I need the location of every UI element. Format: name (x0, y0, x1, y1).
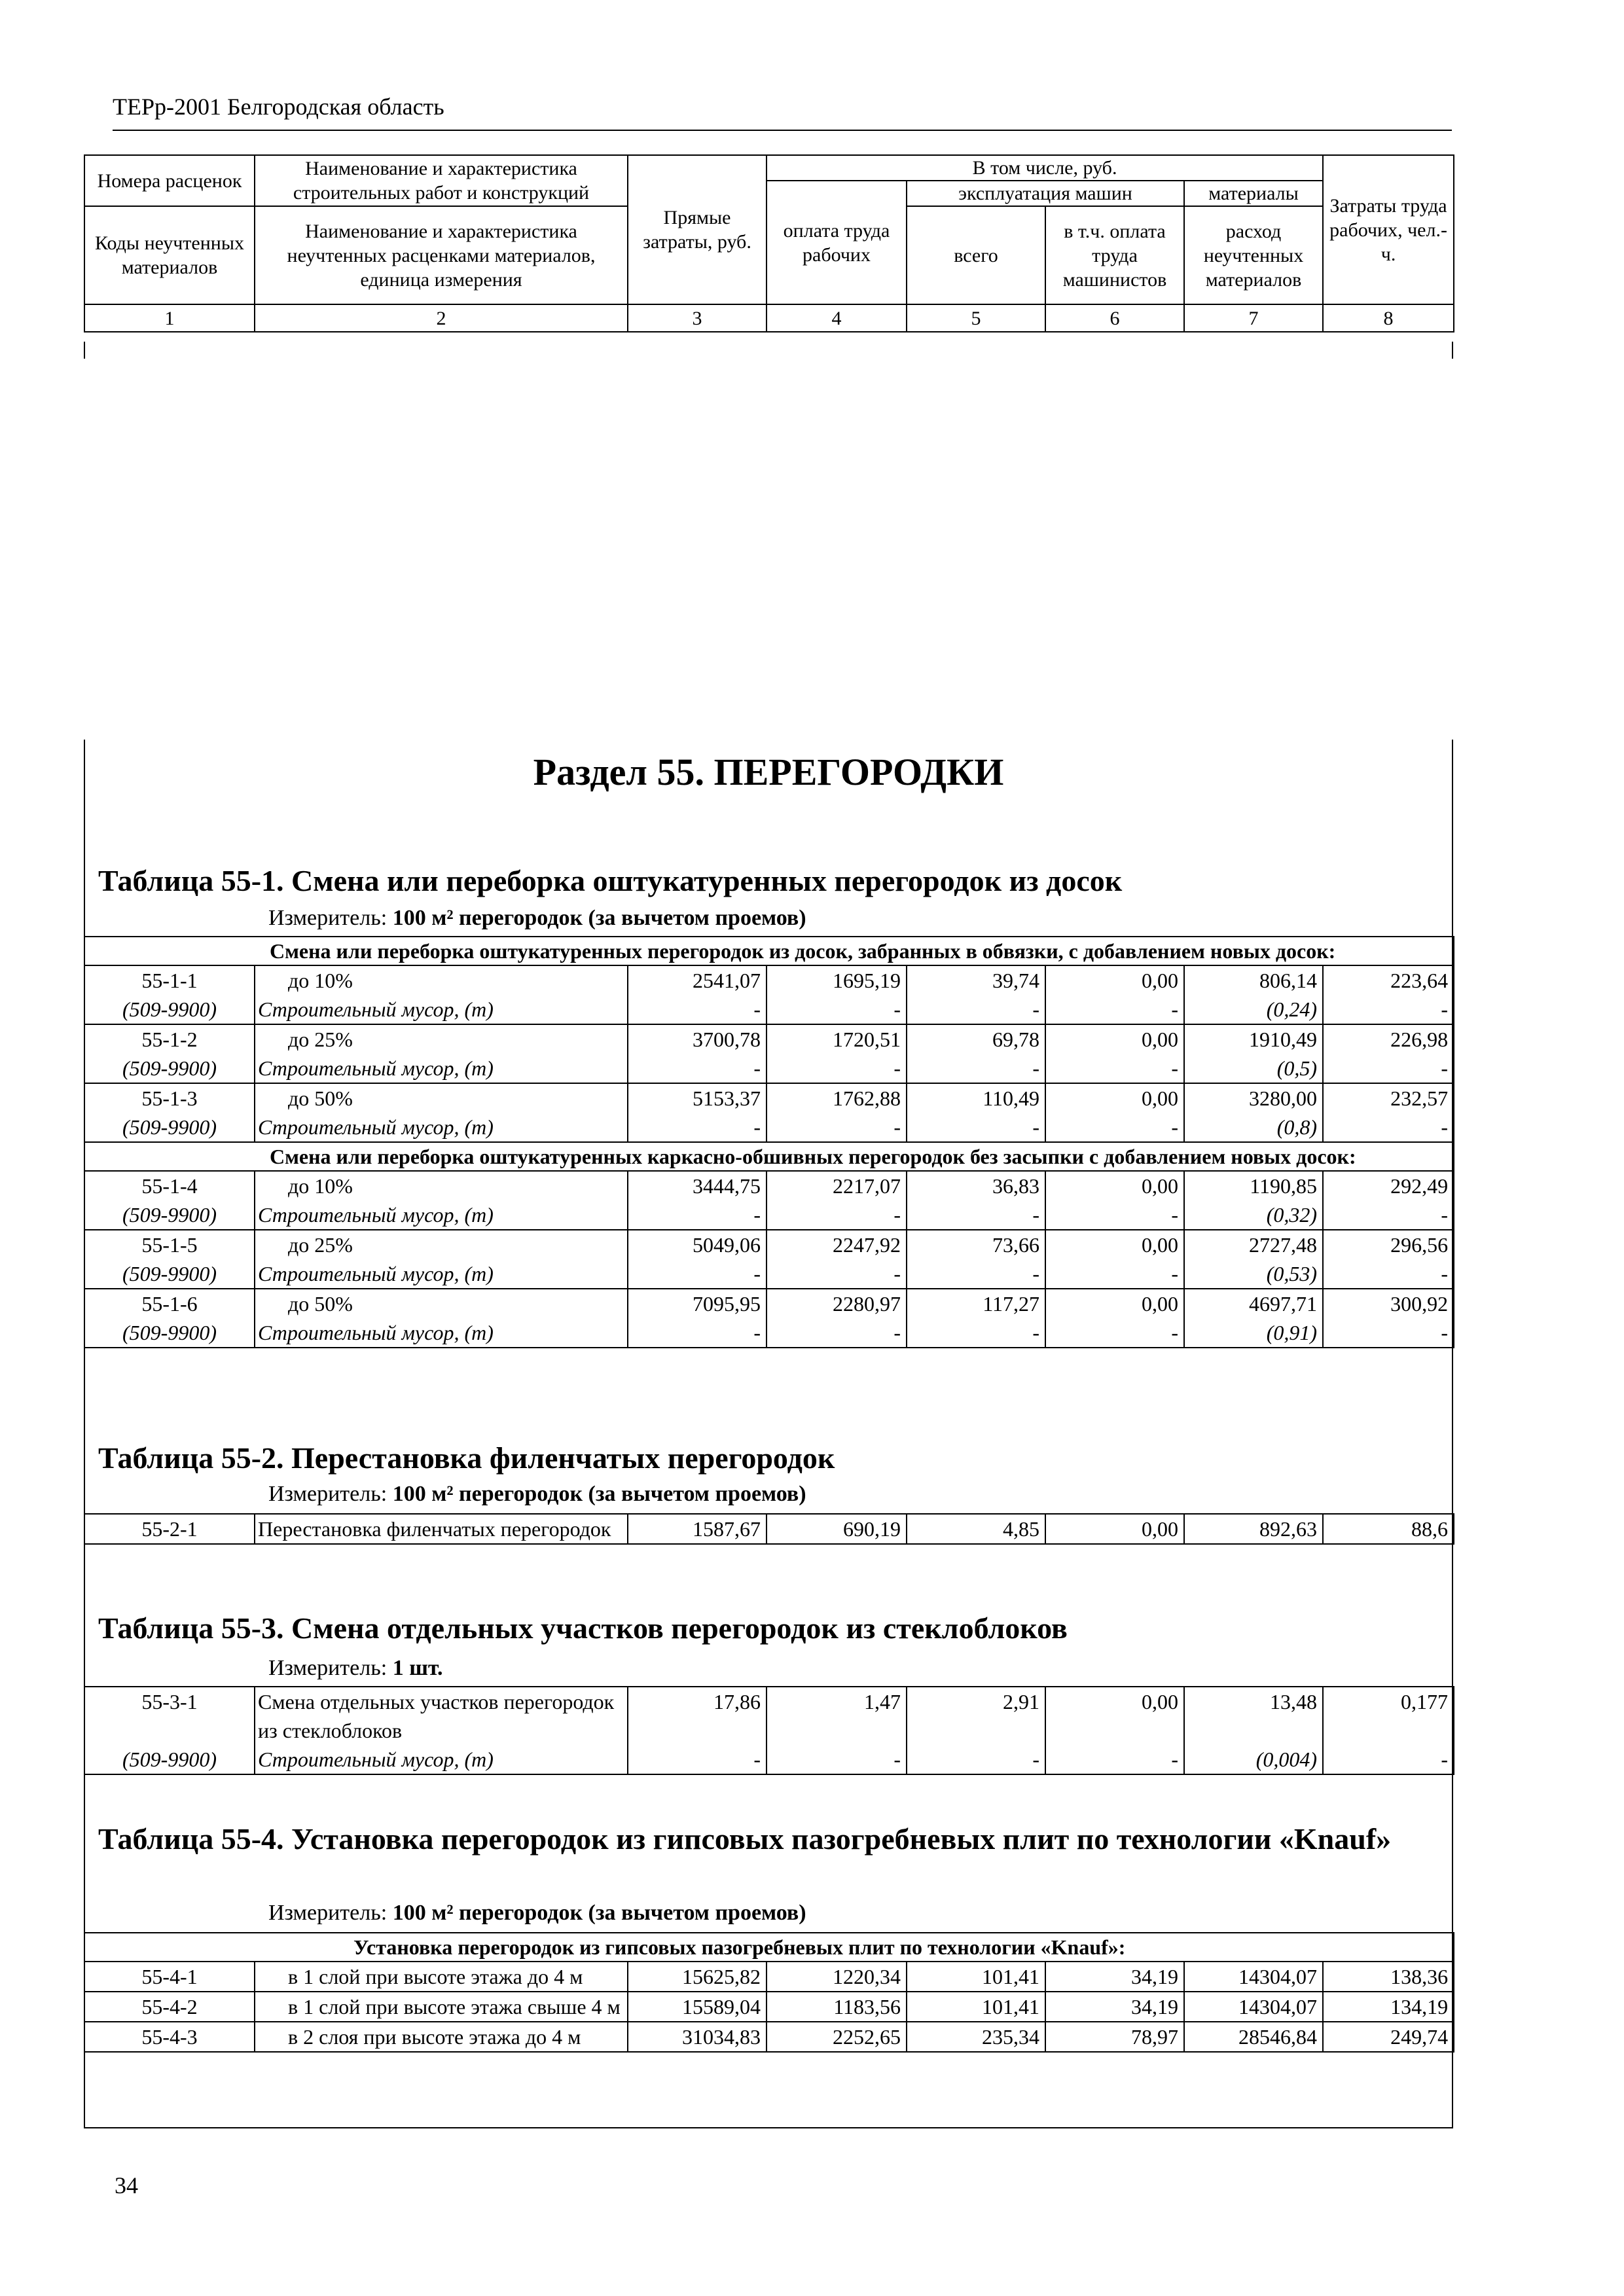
col-materials: материалы (1184, 181, 1323, 206)
table-row (84, 1687, 1454, 1745)
direct-costs: 15589,04 (628, 1992, 767, 2022)
material-name: Строительный мусор, (т) (255, 1318, 628, 1348)
material-value: - (907, 1113, 1045, 1142)
measure-line (268, 1901, 806, 1926)
material-value: - (767, 1200, 907, 1230)
rate-name: до 25% (255, 1024, 628, 1054)
col-number: 6 (1045, 304, 1184, 332)
rate-code: 55-1-1 (84, 965, 255, 995)
col-labor-costs: Затраты труда рабочих, чел.-ч. (1323, 155, 1454, 304)
col-material-names: Наименование и характеристика неучтенных расценками материалов, единица измерения (255, 206, 628, 304)
worker-pay: 1695,19 (767, 965, 907, 995)
materials: 2727,48 (1184, 1230, 1323, 1259)
column-header-table (84, 154, 1454, 332)
table-title: Таблица 55-3. Смена отдельных участков перегородок из стеклоблоков (98, 1611, 1068, 1645)
measure-label: Измеритель: (268, 1482, 388, 1506)
machinist-pay: 0,00 (1045, 1171, 1184, 1200)
material-value: - (1323, 995, 1454, 1024)
materials: 3280,00 (1184, 1083, 1323, 1113)
machines-total: 101,41 (907, 1992, 1045, 2022)
measure-label: Измеритель: (268, 1656, 388, 1680)
rate-name: в 2 слоя при высоте этажа до 4 м (255, 2022, 628, 2052)
col-number: 1 (84, 304, 255, 332)
machines-total: 36,83 (907, 1171, 1045, 1200)
labor-costs: 223,64 (1323, 965, 1454, 995)
table-row (84, 1083, 1454, 1113)
labor-costs: 226,98 (1323, 1024, 1454, 1054)
col-direct-costs: Прямые затраты, руб. (628, 155, 767, 304)
material-value: - (628, 1259, 767, 1289)
material-name: Строительный мусор, (т) (255, 1054, 628, 1083)
page-number: 34 (115, 2172, 138, 2198)
header-stub-right (1452, 342, 1453, 359)
machinist-pay: 0,00 (1045, 1514, 1184, 1544)
rate-name: до 25% (255, 1230, 628, 1259)
worker-pay: 1183,56 (767, 1992, 907, 2022)
rate-code: 55-4-3 (84, 2022, 255, 2052)
material-row (84, 1113, 1454, 1142)
machinist-pay: 0,00 (1045, 1083, 1184, 1113)
labor-costs: 88,6 (1323, 1514, 1454, 1544)
material-name: Строительный мусор, (т) (255, 1259, 628, 1289)
direct-costs: 5049,06 (628, 1230, 767, 1259)
worker-pay: 2217,07 (767, 1171, 907, 1200)
col-material-codes: Коды неучтенных материалов (84, 206, 255, 304)
table-row (84, 1230, 1454, 1259)
material-value: - (907, 995, 1045, 1024)
material-value: - (1323, 1318, 1454, 1348)
labor-costs: 249,74 (1323, 2022, 1454, 2052)
material-code: (509-9900) (84, 1200, 255, 1230)
measure-line (268, 1656, 443, 1681)
measure-value: 100 м² перегородок (за вычетом проемов) (392, 906, 806, 930)
material-value: - (767, 1259, 907, 1289)
material-value: - (628, 1113, 767, 1142)
machinist-pay: 0,00 (1045, 1289, 1184, 1318)
labor-costs: 232,57 (1323, 1083, 1454, 1113)
materials: 806,14 (1184, 965, 1323, 995)
materials: 14304,07 (1184, 1992, 1323, 2022)
material-value: - (628, 1745, 767, 1774)
material-code: (509-9900) (84, 1318, 255, 1348)
labor-costs: 134,19 (1323, 1992, 1454, 2022)
material-value: - (907, 1259, 1045, 1289)
worker-pay: 2280,97 (767, 1289, 907, 1318)
material-quantity: (0,32) (1184, 1200, 1323, 1230)
materials: 1910,49 (1184, 1024, 1323, 1054)
material-value: - (1045, 1318, 1184, 1348)
group-heading: Смена или переборка оштукатуренных каркасно-обшивных перегородок без засыпки с добавлением новых досок: (84, 1142, 1454, 1171)
material-quantity: (0,24) (1184, 995, 1323, 1024)
material-quantity: (0,004) (1184, 1745, 1323, 1774)
measure-value: 1 шт. (392, 1656, 443, 1680)
rate-code: 55-3-1 (84, 1687, 255, 1745)
material-value: - (628, 1054, 767, 1083)
material-value: - (1045, 1745, 1184, 1774)
machines-total: 73,66 (907, 1230, 1045, 1259)
material-quantity: (0,5) (1184, 1054, 1323, 1083)
table-row (84, 965, 1454, 995)
table-row (84, 1992, 1454, 2022)
material-name: Строительный мусор, (т) (255, 1113, 628, 1142)
worker-pay: 690,19 (767, 1514, 907, 1544)
materials: 1190,85 (1184, 1171, 1323, 1200)
material-value: - (1323, 1113, 1454, 1142)
col-number: 2 (255, 304, 628, 332)
direct-costs: 7095,95 (628, 1289, 767, 1318)
machines-total: 235,34 (907, 2022, 1045, 2052)
machinist-pay: 0,00 (1045, 1687, 1184, 1745)
material-row (84, 1318, 1454, 1348)
rates-table-55-3 (84, 1686, 1454, 1775)
table-row (84, 1962, 1454, 1992)
col-including: В том числе, руб. (767, 155, 1323, 181)
table-row (84, 1024, 1454, 1054)
measure-value: 100 м² перегородок (за вычетом проемов) (392, 1482, 806, 1506)
machinist-pay: 78,97 (1045, 2022, 1184, 2052)
material-value: - (628, 1200, 767, 1230)
material-quantity: (0,91) (1184, 1318, 1323, 1348)
col-number: 8 (1323, 304, 1454, 332)
group-heading: Смена или переборка оштукатуренных перегородок из досок, забранных в обвязки, с добавлением новых досок: (84, 937, 1454, 965)
rate-name: до 10% (255, 965, 628, 995)
rate-name: в 1 слой при высоте этажа свыше 4 м (255, 1992, 628, 2022)
labor-costs: 0,177 (1323, 1687, 1454, 1745)
machines-total: 2,91 (907, 1687, 1045, 1745)
header-stub-left (84, 342, 85, 359)
section-title: Раздел 55. ПЕРЕГОРОДКИ (533, 751, 1004, 793)
direct-costs: 1587,67 (628, 1514, 767, 1544)
material-quantity: (0,53) (1184, 1259, 1323, 1289)
worker-pay: 2252,65 (767, 2022, 907, 2052)
machines-total: 4,85 (907, 1514, 1045, 1544)
frame-bottom (84, 2127, 1453, 2128)
material-row (84, 995, 1454, 1024)
material-code: (509-9900) (84, 995, 255, 1024)
machines-total: 39,74 (907, 965, 1045, 995)
rate-code: 55-1-2 (84, 1024, 255, 1054)
measure-line (268, 906, 806, 931)
worker-pay: 1220,34 (767, 1962, 907, 1992)
direct-costs: 15625,82 (628, 1962, 767, 1992)
rates-table-55-4 (84, 1932, 1454, 2053)
table-title (98, 1821, 1440, 1857)
group-heading: Установка перегородок из гипсовых пазогребневых плит по технологии «Knauf»: (84, 1933, 1454, 1962)
machinist-pay: 0,00 (1045, 1230, 1184, 1259)
material-code: (509-9900) (84, 1259, 255, 1289)
col-machinist-pay: в т.ч. оплата труда машинистов (1045, 206, 1184, 304)
table-row (84, 2022, 1454, 2052)
table-title-text: Таблица 55-4. Установка перегородок из гипсовых пазогребневых плит по технологии «Knauf» (98, 1822, 1392, 1856)
material-value: - (1323, 1200, 1454, 1230)
direct-costs: 5153,37 (628, 1083, 767, 1113)
direct-costs: 2541,07 (628, 965, 767, 995)
rate-name: Перестановка филенчатых перегородок (255, 1514, 628, 1544)
rate-name: в 1 слой при высоте этажа до 4 м (255, 1962, 628, 1992)
materials: 4697,71 (1184, 1289, 1323, 1318)
header-rule (113, 130, 1452, 131)
rate-name: до 50% (255, 1289, 628, 1318)
direct-costs: 17,86 (628, 1687, 767, 1745)
material-row (84, 1054, 1454, 1083)
rate-code: 55-4-1 (84, 1962, 255, 1992)
col-unaccounted-materials: расход неучтенных материалов (1184, 206, 1323, 304)
col-machine-operation: эксплуатация машин (907, 181, 1184, 206)
col-number: 4 (767, 304, 907, 332)
table-title: Таблица 55-2. Перестановка филенчатых перегородок (98, 1441, 835, 1475)
rates-table-55-2 (84, 1513, 1454, 1545)
material-name: Строительный мусор, (т) (255, 995, 628, 1024)
table-row (84, 1171, 1454, 1200)
table-row (84, 1514, 1454, 1544)
rate-code: 55-1-6 (84, 1289, 255, 1318)
materials: 14304,07 (1184, 1962, 1323, 1992)
material-value: - (628, 1318, 767, 1348)
material-value: - (907, 1200, 1045, 1230)
material-value: - (1045, 1259, 1184, 1289)
rate-name: до 10% (255, 1171, 628, 1200)
rate-name: до 50% (255, 1083, 628, 1113)
material-value: - (1323, 1745, 1454, 1774)
table-title: Таблица 55-1. Смена или переборка оштукатуренных перегородок из досок (98, 864, 1123, 897)
col-number: 3 (628, 304, 767, 332)
machines-total: 69,78 (907, 1024, 1045, 1054)
material-value: - (907, 1054, 1045, 1083)
labor-costs: 300,92 (1323, 1289, 1454, 1318)
col-rate-numbers: Номера расценок (84, 155, 255, 206)
material-name: Строительный мусор, (т) (255, 1200, 628, 1230)
machinist-pay: 0,00 (1045, 965, 1184, 995)
material-value: - (1045, 1054, 1184, 1083)
material-value: - (907, 1318, 1045, 1348)
table-row (84, 1289, 1454, 1318)
material-value: - (1323, 1259, 1454, 1289)
col-number: 5 (907, 304, 1045, 332)
measure-label: Измеритель: (268, 1901, 388, 1925)
material-quantity: (0,8) (1184, 1113, 1323, 1142)
page-header: ТЕРр-2001 Белгородская область (113, 94, 444, 120)
material-code: (509-9900) (84, 1113, 255, 1142)
machines-total: 117,27 (907, 1289, 1045, 1318)
material-value: - (767, 995, 907, 1024)
direct-costs: 3444,75 (628, 1171, 767, 1200)
labor-costs: 292,49 (1323, 1171, 1454, 1200)
worker-pay: 2247,92 (767, 1230, 907, 1259)
material-value: - (907, 1745, 1045, 1774)
col-worker-pay: оплата труда рабочих (767, 181, 907, 304)
material-row (84, 1745, 1454, 1774)
rate-code: 55-2-1 (84, 1514, 255, 1544)
material-value: - (1323, 1054, 1454, 1083)
rate-code: 55-1-5 (84, 1230, 255, 1259)
material-code: (509-9900) (84, 1054, 255, 1083)
material-row (84, 1200, 1454, 1230)
labor-costs: 296,56 (1323, 1230, 1454, 1259)
rate-name: Смена отдельных участков перегородок из стеклоблоков (255, 1687, 628, 1745)
worker-pay: 1762,88 (767, 1083, 907, 1113)
col-work-name: Наименование и характеристика строительных работ и конструкций (255, 155, 628, 206)
material-value: - (767, 1113, 907, 1142)
labor-costs: 138,36 (1323, 1962, 1454, 1992)
rate-code: 55-4-2 (84, 1992, 255, 2022)
material-code: (509-9900) (84, 1745, 255, 1774)
material-value: - (767, 1745, 907, 1774)
materials: 28546,84 (1184, 2022, 1323, 2052)
material-row (84, 1259, 1454, 1289)
rates-table-55-1 (84, 936, 1454, 1348)
materials: 13,48 (1184, 1687, 1323, 1745)
measure-value: 100 м² перегородок (за вычетом проемов) (392, 1901, 806, 1925)
col-total: всего (907, 206, 1045, 304)
rate-code: 55-1-4 (84, 1171, 255, 1200)
materials: 892,63 (1184, 1514, 1323, 1544)
measure-label: Измеритель: (268, 906, 388, 930)
machines-total: 101,41 (907, 1962, 1045, 1992)
direct-costs: 31034,83 (628, 2022, 767, 2052)
machinist-pay: 34,19 (1045, 1962, 1184, 1992)
machines-total: 110,49 (907, 1083, 1045, 1113)
material-value: - (767, 1054, 907, 1083)
worker-pay: 1,47 (767, 1687, 907, 1745)
material-value: - (628, 995, 767, 1024)
measure-line (268, 1482, 806, 1507)
machinist-pay: 34,19 (1045, 1992, 1184, 2022)
direct-costs: 3700,78 (628, 1024, 767, 1054)
material-value: - (1045, 1113, 1184, 1142)
machinist-pay: 0,00 (1045, 1024, 1184, 1054)
material-value: - (767, 1318, 907, 1348)
material-name: Строительный мусор, (т) (255, 1745, 628, 1774)
material-value: - (1045, 995, 1184, 1024)
worker-pay: 1720,51 (767, 1024, 907, 1054)
rate-code: 55-1-3 (84, 1083, 255, 1113)
material-value: - (1045, 1200, 1184, 1230)
col-number: 7 (1184, 304, 1323, 332)
